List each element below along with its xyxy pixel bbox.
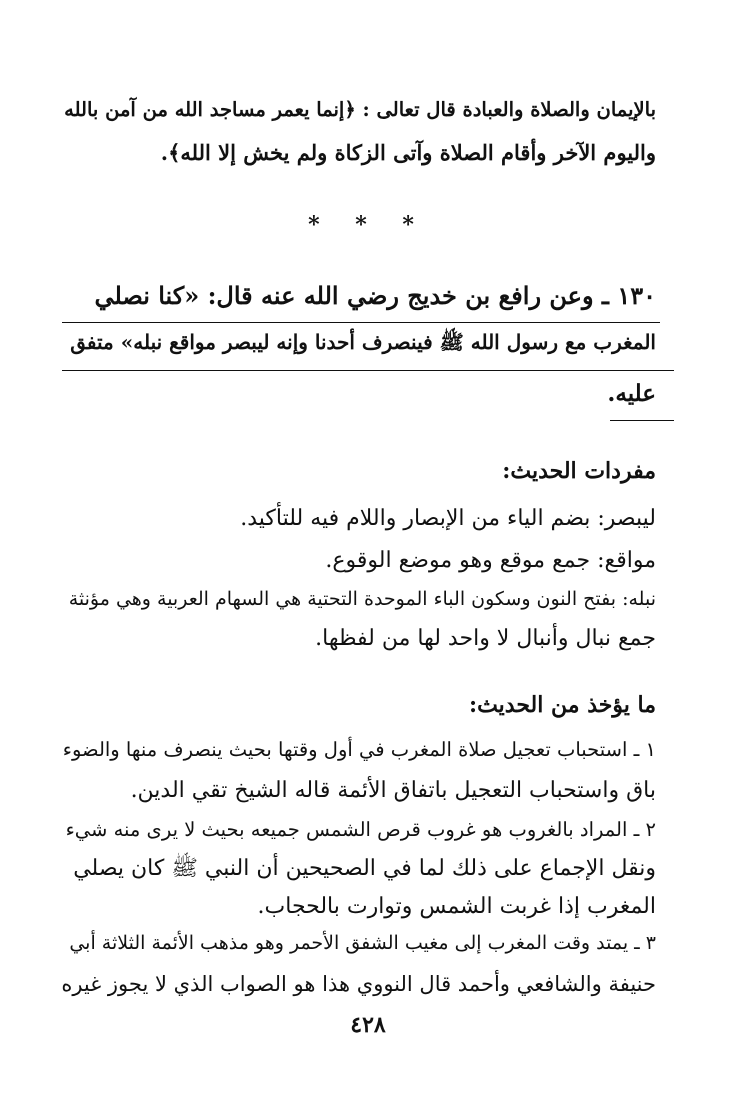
vocabulary-item-2: مواقع: جمع موقع وهو موضع الوقوع. [325, 548, 656, 573]
vocabulary-item-3-continued: جمع نبال وأنبال لا واحد لها من لفظها. [315, 626, 656, 651]
hadith-line-1: ١٣٠ ـ وعن رافع بن خديج رضي الله عنه قال: «كنا نصلي [94, 281, 656, 310]
lesson-line-1: ١ ـ استحباب تعجيل صلاة المغرب في أول وقتها بحيث ينصرف منها والضوء [62, 738, 656, 761]
page-number: ٤٢٨ [350, 1012, 386, 1038]
lessons-heading: ما يؤخذ من الحديث: [468, 692, 656, 718]
hadith-underline-1 [62, 322, 660, 323]
vocabulary-item-1: ليبصر: بضم الياء من الإبصار واللام فيه للتأكيد. [240, 506, 656, 531]
intro-line-1: بالإيمان والصلاة والعبادة قال تعالى : ﴿إنما يعمر مساجد الله من آمن بالله [64, 98, 656, 121]
vocabulary-heading: مفردات الحديث: [502, 458, 656, 484]
intro-line-2: واليوم الآخر وأقام الصلاة وآتى الزكاة ولم يخش إلا الله﴾. [160, 140, 656, 165]
hadith-underline-2 [62, 370, 674, 371]
lesson-line-3: ٢ ـ المراد بالغروب هو غروب قرص الشمس جميعه بحيث لا يرى منه شيء [65, 818, 656, 841]
lesson-line-2: باق واستحباب التعجيل باتفاق الأئمة قاله الشيخ تقي الدين. [130, 778, 656, 803]
section-separator: * * * [308, 212, 428, 238]
hadith-line-2: المغرب مع رسول الله ﷺ فينصرف أحدنا وإنه ليبصر مواقع نبله» متفق [70, 330, 656, 354]
lesson-line-6: ٣ ـ يمتد وقت المغرب إلى مغيب الشفق الأحمر وهو مذهب الأئمة الثلاثة أبي [69, 932, 656, 954]
hadith-line-3: عليه. [607, 380, 656, 407]
hadith-underline-3 [610, 420, 674, 421]
lesson-line-5: المغرب إذا غربت الشمس وتوارت بالحجاب. [257, 894, 656, 919]
lesson-line-4: ونقل الإجماع على ذلك لما في الصحيحين أن النبي ﷺ كان يصلي [73, 856, 656, 881]
vocabulary-item-3: نبله: بفتح النون وسكون الباء الموحدة التحتية هي السهام العربية وهي مؤنثة [68, 588, 656, 610]
lesson-line-7: حنيفة والشافعي وأحمد قال النووي هذا هو الصواب الذي لا يجوز غيره [61, 972, 656, 996]
